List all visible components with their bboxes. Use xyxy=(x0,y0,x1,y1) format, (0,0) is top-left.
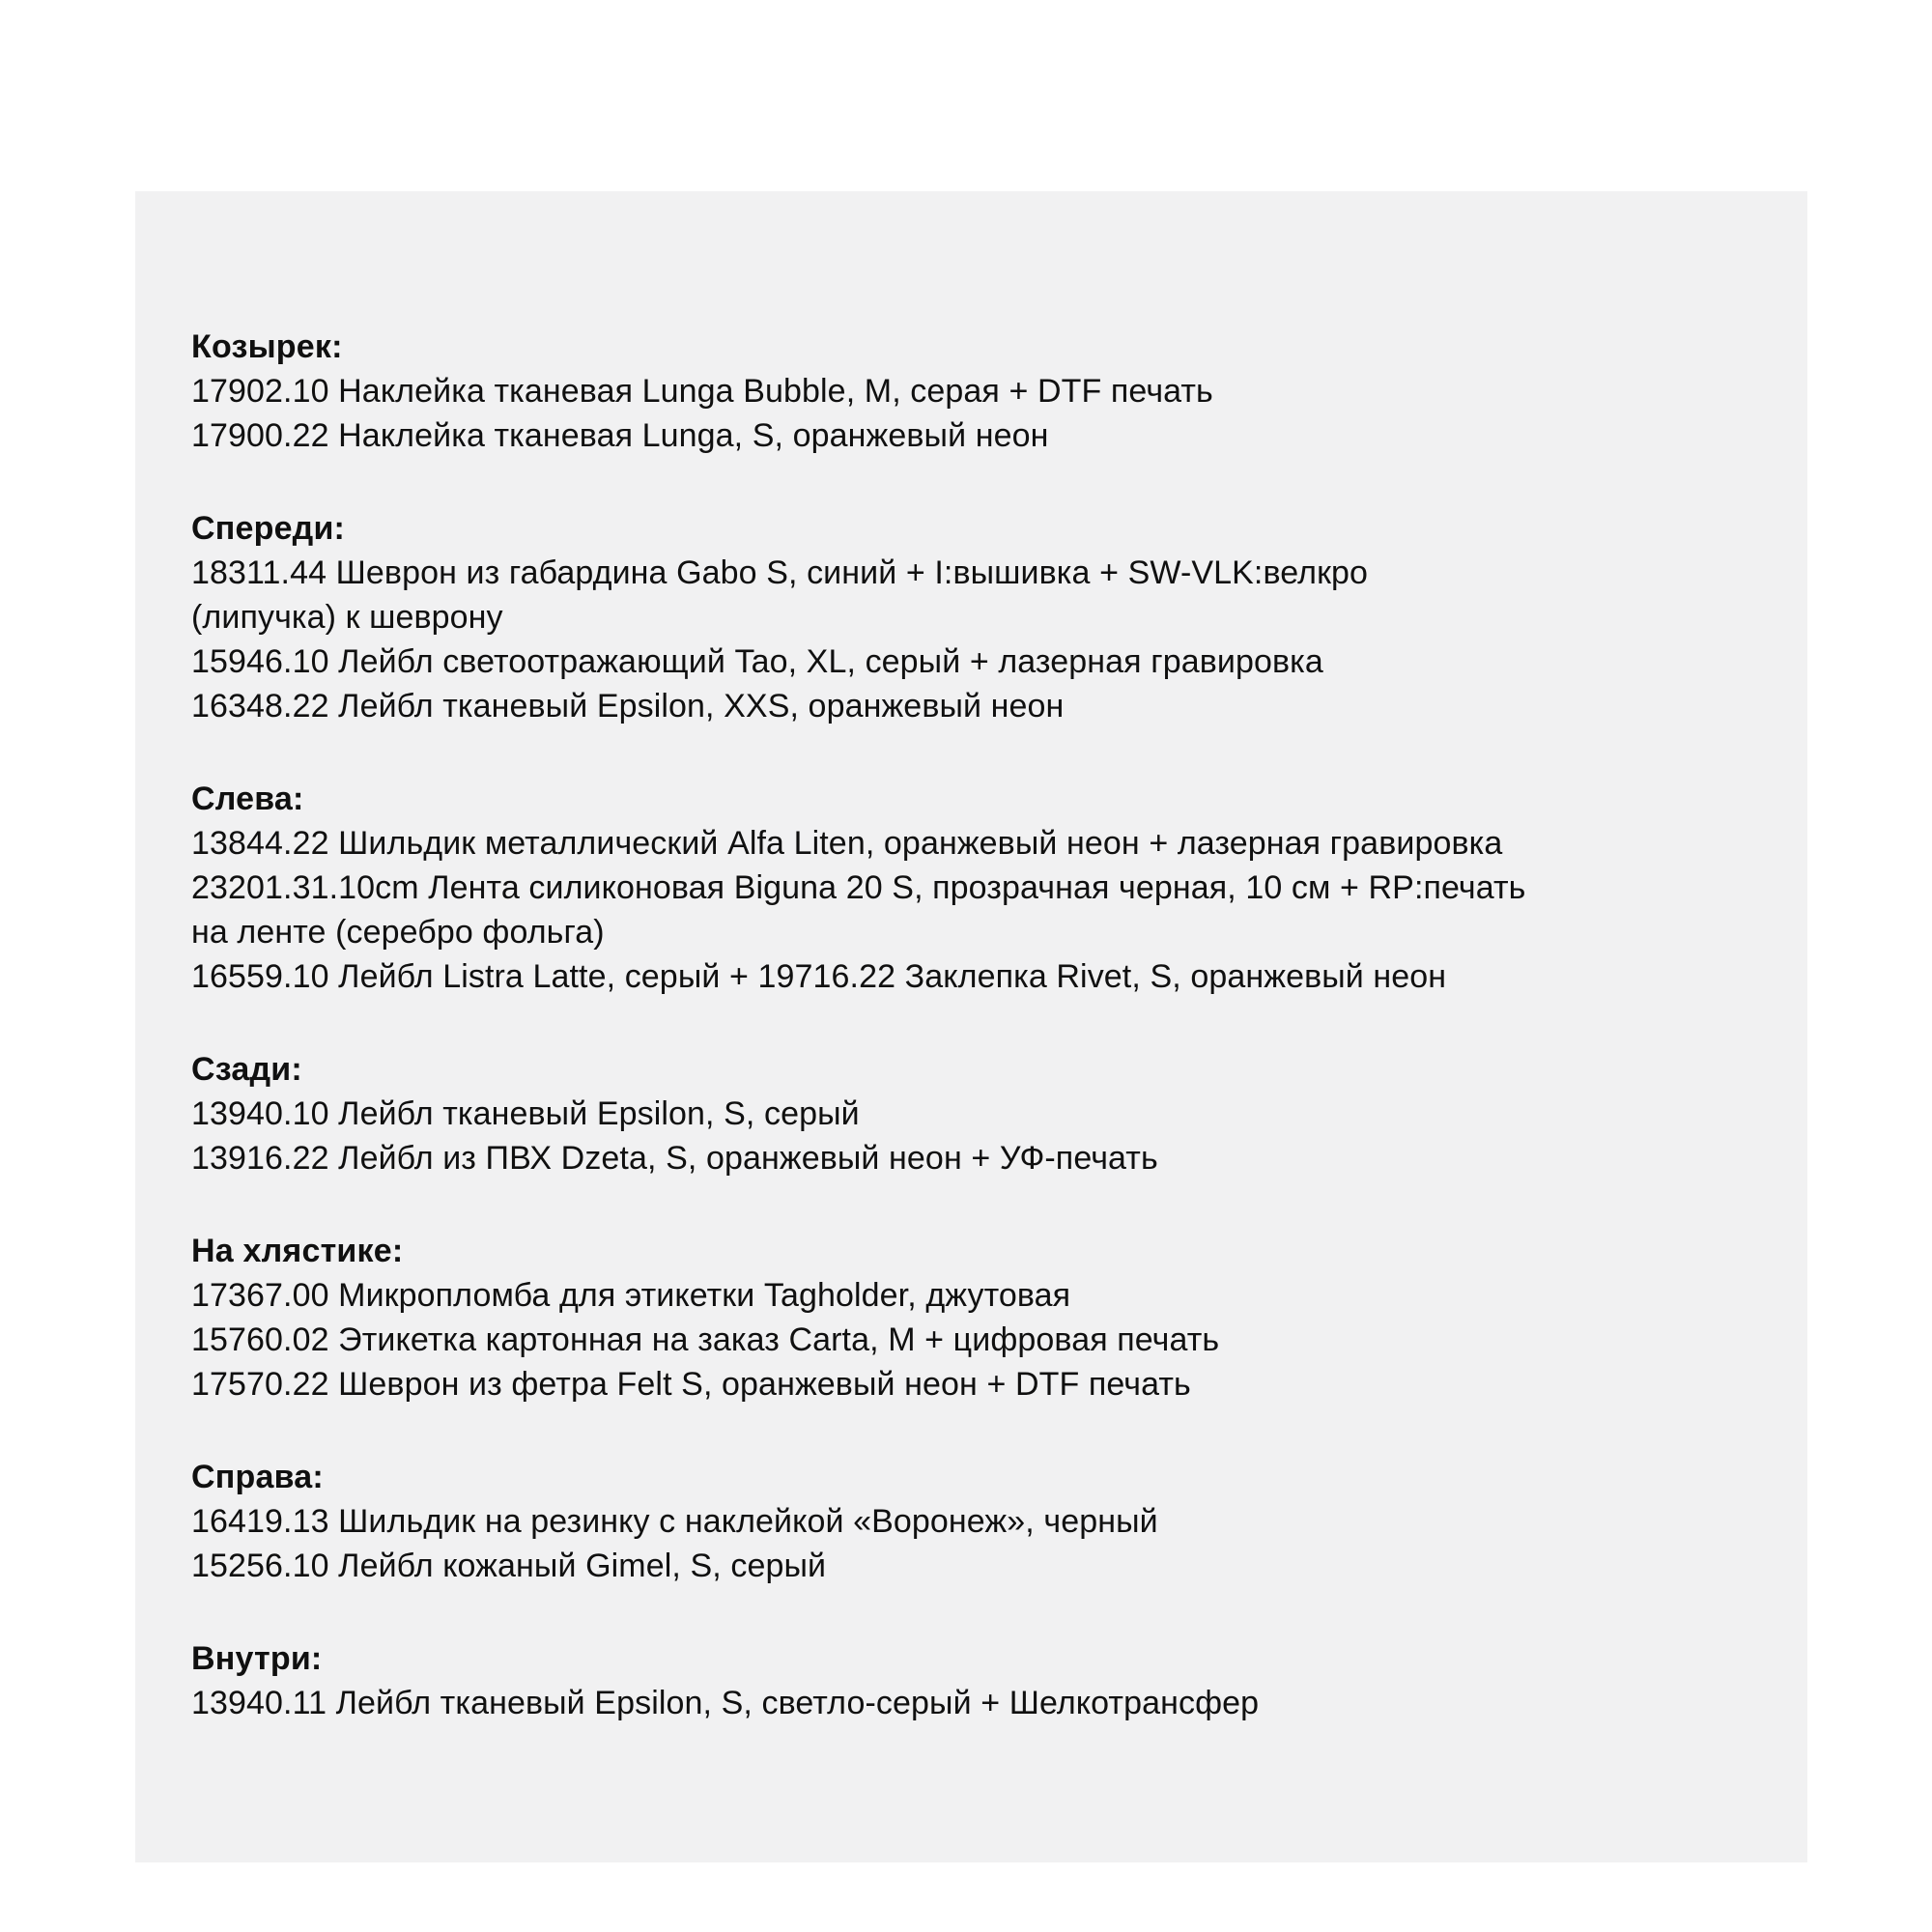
item-line: 13940.11 Лейбл тканевый Epsilon, S, светло-серый + Шелкотрансфер xyxy=(191,1685,1260,1721)
section-header: Сзади: xyxy=(191,1051,302,1088)
item-line: 16559.10 Лейбл Listra Latte, серый + 19716.22 Заклепка Rivet, S, оранжевый неон xyxy=(191,958,1447,995)
section-header: На хлястике: xyxy=(191,1233,404,1269)
section-na-khlyastike xyxy=(191,1229,1754,1406)
item-line: 16419.13 Шильдик на резинку с наклейкой «Воронеж», черный xyxy=(191,1503,1158,1540)
section-sleva xyxy=(191,777,1754,999)
item-line: 18311.44 Шеврон из габардина Gabo S, синий + I:вышивка + SW-VLK:велкро xyxy=(191,554,1369,591)
spec-list xyxy=(191,325,1754,1774)
section-header: Справа: xyxy=(191,1459,324,1495)
item-line: 17902.10 Наклейка тканевая Lunga Bubble, M, серая + DTF печать xyxy=(191,373,1213,410)
item-line: 17570.22 Шеврон из фетра Felt S, оранжевый неон + DTF печать xyxy=(191,1366,1191,1403)
section-kozyrek xyxy=(191,325,1754,458)
document-page xyxy=(135,191,1807,1862)
item-line: 15256.10 Лейбл кожаный Gimel, S, серый xyxy=(191,1548,827,1584)
item-line: 17367.00 Микропломба для этикетки Tagholder, джутовая xyxy=(191,1277,1071,1314)
section-speredi xyxy=(191,506,1754,728)
item-line-continuation: на ленте (серебро фольга) xyxy=(191,914,605,951)
section-vnutri xyxy=(191,1636,1754,1725)
item-line: 13940.10 Лейбл тканевый Epsilon, S, серый xyxy=(191,1095,860,1132)
item-line: 13844.22 Шильдик металлический Alfa Liten, оранжевый неон + лазерная гравировка xyxy=(191,825,1503,862)
section-sprava xyxy=(191,1455,1754,1588)
section-header: Козырек: xyxy=(191,328,343,365)
section-header: Спереди: xyxy=(191,510,346,547)
section-header: Внутри: xyxy=(191,1640,323,1677)
item-line: 15946.10 Лейбл светоотражающий Tao, XL, серый + лазерная гравировка xyxy=(191,643,1323,680)
section-header: Слева: xyxy=(191,781,304,817)
section-szadi xyxy=(191,1047,1754,1180)
item-line-continuation: (липучка) к шеврону xyxy=(191,599,503,636)
item-line: 15760.02 Этикетка картонная на заказ Carta, M + цифровая печать xyxy=(191,1321,1220,1358)
item-line: 13916.22 Лейбл из ПВХ Dzeta, S, оранжевый неон + УФ-печать xyxy=(191,1140,1158,1177)
item-line: 16348.22 Лейбл тканевый Epsilon, XXS, оранжевый неон xyxy=(191,688,1065,724)
item-line: 23201.31.10cm Лента силиконовая Biguna 20 S, прозрачная черная, 10 см + RP:печать xyxy=(191,869,1526,906)
item-line: 17900.22 Наклейка тканевая Lunga, S, оранжевый неон xyxy=(191,417,1049,454)
